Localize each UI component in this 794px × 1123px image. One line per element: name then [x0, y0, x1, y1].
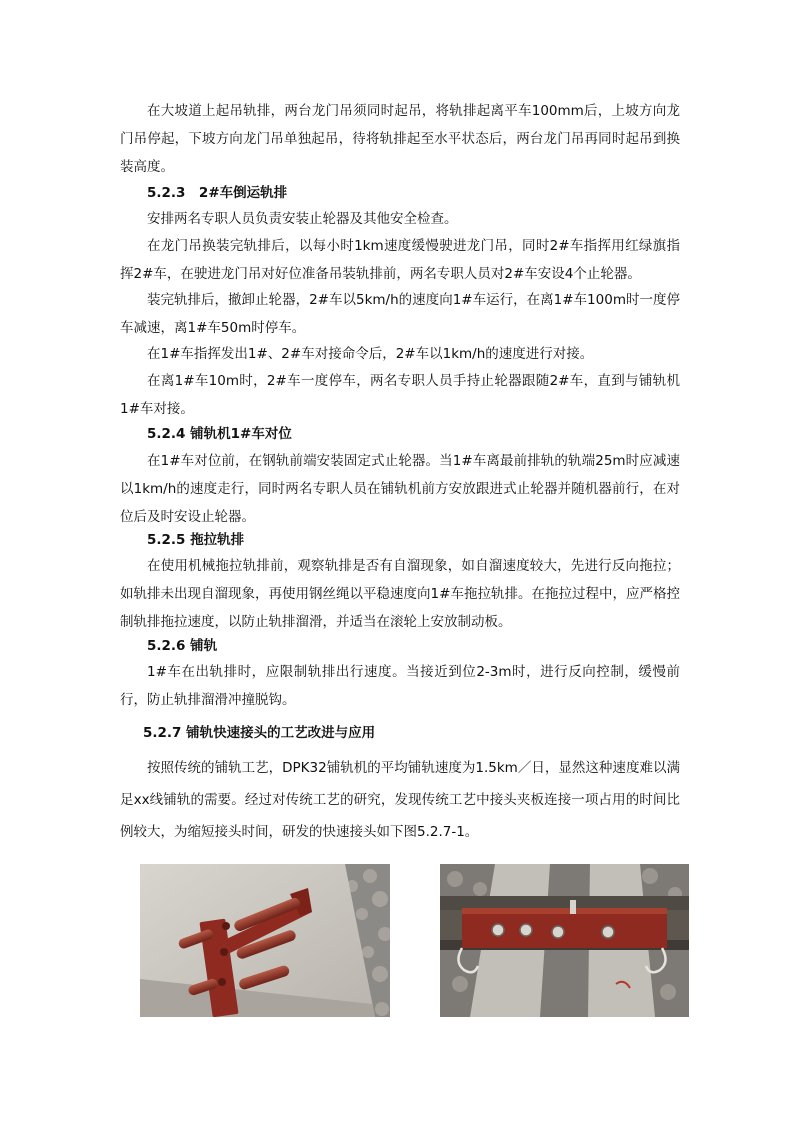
heading-5-2-4: 5.2.4 铺轨机1#车对位: [147, 426, 292, 442]
heading-5-2-6: 5.2.6 铺轨: [147, 638, 218, 654]
heading-5-2-5: 5.2.5 拖拉轨排: [147, 532, 245, 548]
paragraph-alignment: 在1#车对位前，在钢轨前端安装固定式止轮器。当1#车离最前排轨的轨端25m时应减速以1km/h的速度走行，同时两名专职人员在铺轨机前方安放跟进式止轮器并随机器前行，在对位后及时安设止轮器。: [120, 453, 680, 525]
heading-5-2-3: 5.2.3 2#车倒运轨排: [147, 185, 288, 201]
paragraph-docking-command: 在1#车指挥发出1#、2#车对接命令后，2#车以1km/h的速度进行对接。: [147, 346, 594, 362]
paragraph-pulling: 在使用机械拖拉轨排前，观察轨排是否有自溜现象，如自溜速度较大，先进行反向拖拉；如轨排未出现自溜现象，再使用钢丝绳以平稳速度向1#车拖拉轨排。在拖拉过程中，应严格控制轨排拖拉速度，以防止轨排溜滑，并适当在滚轮上安放制动板。: [120, 558, 680, 630]
paragraph-quick-joint: 按照传统的铺轨工艺，DPK32铺轨机的平均铺轨速度为1.5km／日，显然这种速度难以满足xx线铺轨的需要。经过对传统工艺的研究，发现传统工艺中接头夹板连接一项占用的时间比例较大，为缩短接头时间，研发的快速接头如下图5.2.7-1。: [120, 760, 680, 840]
paragraph-stopper-removal: 装完轨排后，撤卸止轮器，2#车以5km/h的速度向1#车运行，在离1#车100m时一度停车减速，离1#车50m时停车。: [120, 292, 680, 336]
quick-joint-plate-photo: [140, 864, 390, 1017]
paragraph-safety-staff: 安排两名专职人员负责安装止轮器及其他安全检查。: [147, 211, 458, 227]
paragraph-laying: 1#车在出轨排时，应限制轨排出行速度。当接近到位2-3m时，进行反向控制，缓慢前行，防止轨排溜滑冲撞脱钩。: [120, 664, 680, 708]
rail-joint-installed-photo: [440, 864, 689, 1017]
heading-5-2-7: 5.2.7 铺轨快速接头的工艺改进与应用: [143, 725, 376, 741]
paragraph-lifting: 在大坡道上起吊轨排，两台龙门吊须同时起吊，将轨排起离平车100mm后，上坡方向龙门吊停起，下坡方向龙门吊单独起吊，待将轨排起至水平状态后，两台龙门吊再同时起吊到换装高度。: [120, 103, 680, 175]
paragraph-gantry-entry: 在龙门吊换装完轨排后，以每小时1km速度缓慢驶进龙门吊，同时2#车指挥用红绿旗指挥2#车，在驶进龙门吊对好位准备吊装轨排前，两名专职人员对2#车安设4个止轮器。: [120, 238, 680, 282]
paragraph-docking-approach: 在离1#车10m时，2#车一度停车，两名专职人员手持止轮器跟随2#车，直到与铺轨机1#车对接。: [120, 373, 680, 417]
